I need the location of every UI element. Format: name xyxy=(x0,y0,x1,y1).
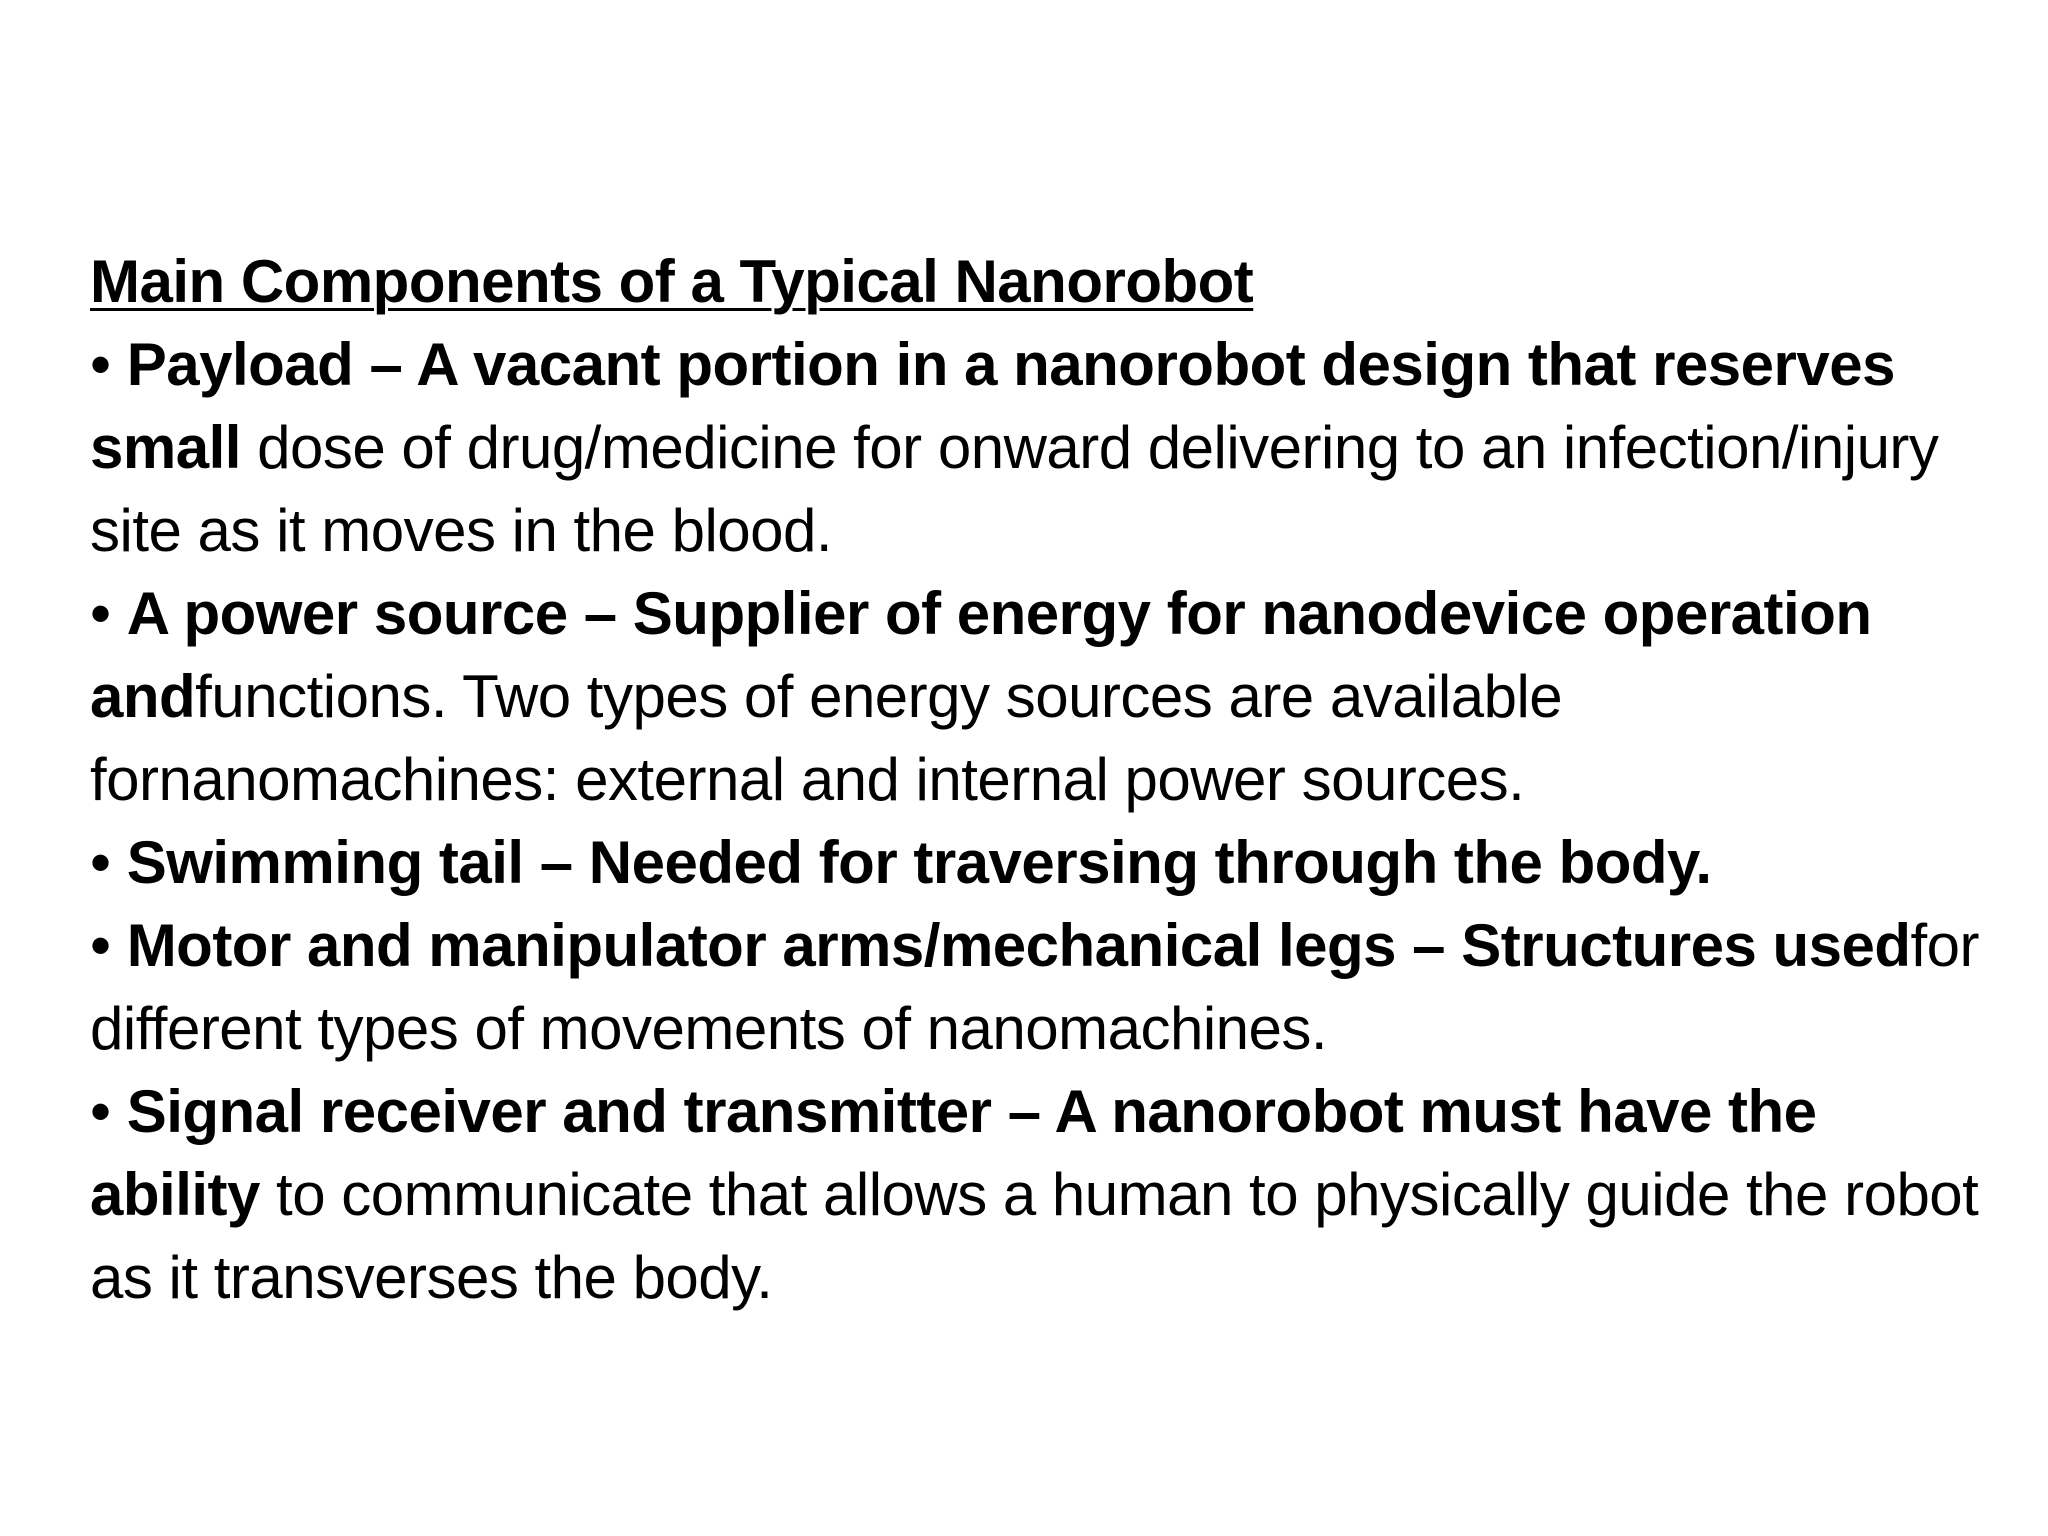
bullet-signal-receiver xyxy=(90,1070,1990,1319)
bullet-swimming-tail xyxy=(90,821,1990,904)
bullet-lead: Payload – A vacant portion in a nanorobot design that reserves small xyxy=(90,331,1895,481)
bullet-marker: • xyxy=(90,580,127,647)
bullet-lead: Swimming tail – Needed for traversing through the body. xyxy=(126,829,1712,896)
slide-title: Main Components of a Typical Nanorobot xyxy=(90,248,1254,315)
bullet-motor-arms xyxy=(90,904,1990,1070)
bullet-lead: A power source – Supplier of energy for nanodevice operation and xyxy=(90,580,1872,730)
bullet-marker: • xyxy=(90,1078,127,1145)
slide-content xyxy=(90,240,1990,1319)
bullet-text: for different types of movements of nanomachines. xyxy=(90,912,1980,1062)
bullet-payload xyxy=(90,323,1990,572)
bullet-marker: • xyxy=(90,912,127,979)
bullet-text: to communicate that allows a human to physically guide the robot as it transverses the body. xyxy=(90,1161,1979,1311)
bullet-power-source xyxy=(90,572,1990,821)
bullet-marker: • xyxy=(90,829,127,896)
bullet-lead: Signal receiver and transmitter – A nanorobot must have the ability xyxy=(90,1078,1817,1228)
bullet-lead: Motor and manipulator arms/mechanical legs – Structures used xyxy=(126,912,1911,979)
bullet-marker: • xyxy=(90,331,127,398)
bullet-text: dose of drug/medicine for onward delivering to an infection/injury site as it moves in the blood. xyxy=(90,414,1939,564)
bullet-text: functions. Two types of energy sources are available fornanomachines: external and internal power sources. xyxy=(90,663,1563,813)
